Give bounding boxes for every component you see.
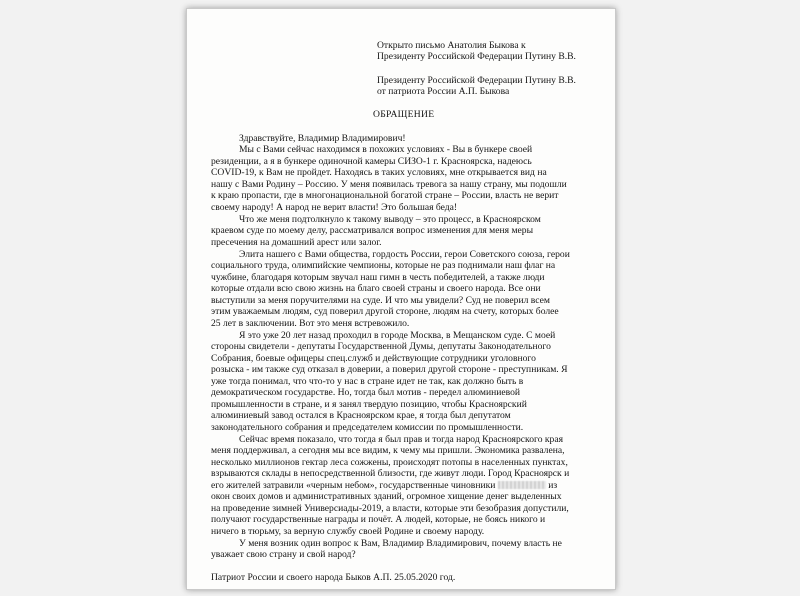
text-line: резиденции, а я в бункере одиночной камеры СИЗО-1 г. Красноярска, надеюсь	[211, 156, 532, 167]
text-line: своему народу! А народ не верит власти! Это большая беда!	[211, 202, 458, 213]
text-line: демократическом государстве. Но, тогда был мотив - передел алюминиевой	[211, 387, 521, 398]
header-line: Президенту Российской Федерации Путину В.В.	[377, 75, 576, 86]
text-line: Элита нашего с Вами общества, гордость России, герои Советского союза, герои	[239, 249, 570, 260]
text-line: законодательного собрания и председателем комиссии по промышленности.	[211, 422, 524, 433]
text-line: меня поддерживал, а сегодня мы все видим, к чему мы пришли. Экономика развалена,	[211, 445, 565, 456]
letter-page	[186, 8, 616, 590]
text-line: на проведение зимней Универсиады-2019, а власти, которые эти безобразия допустили,	[211, 503, 569, 514]
text-line: чужбине, благодаря которым звучал наш гимн в честь победителей, а также люди	[211, 272, 545, 283]
text-line: несколько миллионов гектар леса сожжены, происходят потопы в населенных пунктах,	[211, 457, 568, 468]
text-line: выступили за меня поручителями на суде. И что мы увидели? Суд не поверил всем	[211, 295, 550, 306]
text-line: социального труда, олимпийские чемпионы, которые не раз поднимали наш флаг на	[211, 260, 556, 271]
text-line: окон своих домов и административных зданий, огромное хищение денег выделенных	[211, 491, 562, 502]
text-fragment: из	[548, 480, 558, 491]
text-line: этим уважаемым людям, суд поверил другой стороне, людям на счету, которых более	[211, 306, 559, 317]
text-line: к краю пропасти, где в многонациональной богатой стране – России, власть не верит	[211, 190, 559, 201]
text-line: COVID-19, к Вам не пройдет. Находясь в таких условиях, мне открывается вид на	[211, 167, 547, 178]
header-line: Открыто письмо Анатолия Быкова к	[377, 40, 526, 51]
text-line: Что же меня подтолкнуло к такому выводу – это процесс, в Красноярском	[239, 214, 541, 225]
text-line: краевом суде по моему делу, рассматривался вопрос изменения для меня меры	[211, 225, 534, 236]
text-line: 25 лет в заключении. Вот это меня встревожило.	[211, 318, 410, 329]
text-line: розыска - им также суд отказал в доверии, а поверил другой стороне - преступникам. Я	[211, 364, 568, 375]
text-line: получают государственные награды и почёт. А людей, которые, не боясь никого и	[211, 514, 546, 525]
text-line: Мы с Вами сейчас находимся в похожих условиях - Вы в бункере своей	[239, 144, 533, 155]
text-line: ничего в тюрьму, за верную службу своей Родине и своему народу.	[211, 526, 485, 537]
document-title: ОБРАЩЕНИЕ	[373, 109, 435, 120]
text-line: взрываются склады в непосредственной близости, где живут люди. Город Красноярск и	[211, 468, 570, 479]
greeting: Здравствуйте, Владимир Владимирович!	[239, 133, 406, 144]
text-fragment: его жителей затравили «черным небом», государственные чиновники	[211, 480, 496, 491]
header-line: от патриота России А.П. Быкова	[377, 86, 510, 97]
text-line: уже тогда понимал, что что-то у нас в стране идет не так, как должно быть в	[211, 376, 524, 387]
text-line: стороны свидетели - депутаты Государственной Думы, депутаты Законодательного	[211, 341, 551, 352]
text-line: Сейчас время показало, что тогда я был прав и тогда народ Красноярского края	[239, 434, 564, 445]
text-line: уважает свою страну и свой народ?	[211, 549, 356, 560]
text-line: Я это уже 20 лет назад проходил в городе Москва, в Мещанском суде. С моей	[239, 330, 556, 341]
text-line: У меня возник один вопрос к Вам, Владимир Владимирович, почему власть не	[239, 538, 562, 549]
text-line: пресечения на домашний арест или залог.	[211, 237, 382, 248]
signature-line: Патриот России и своего народа Быков А.П. 25.05.2020 год.	[211, 572, 456, 583]
text-line: алюминиевый завод остался в Красноярском крае, я тогда был депутатом	[211, 410, 511, 421]
header-line: Президенту Российской Федерации Путину В.В.	[377, 51, 576, 62]
text-line: нашу с Вами Родину – Россию. У меня появилась тревога за нашу страну, мы подошли	[211, 179, 567, 190]
text-line: которые отдали всю свою жизнь на благо своей страны и своего народа. Все они	[211, 283, 541, 294]
text-line: Собрания, боевые офицеры спец.служб и действующие сотрудники уголовного	[211, 353, 536, 364]
text-line: промышленности в стране, и я занял твердую позицию, чтобы Красноярский	[211, 399, 527, 410]
redaction-mark	[498, 481, 546, 489]
